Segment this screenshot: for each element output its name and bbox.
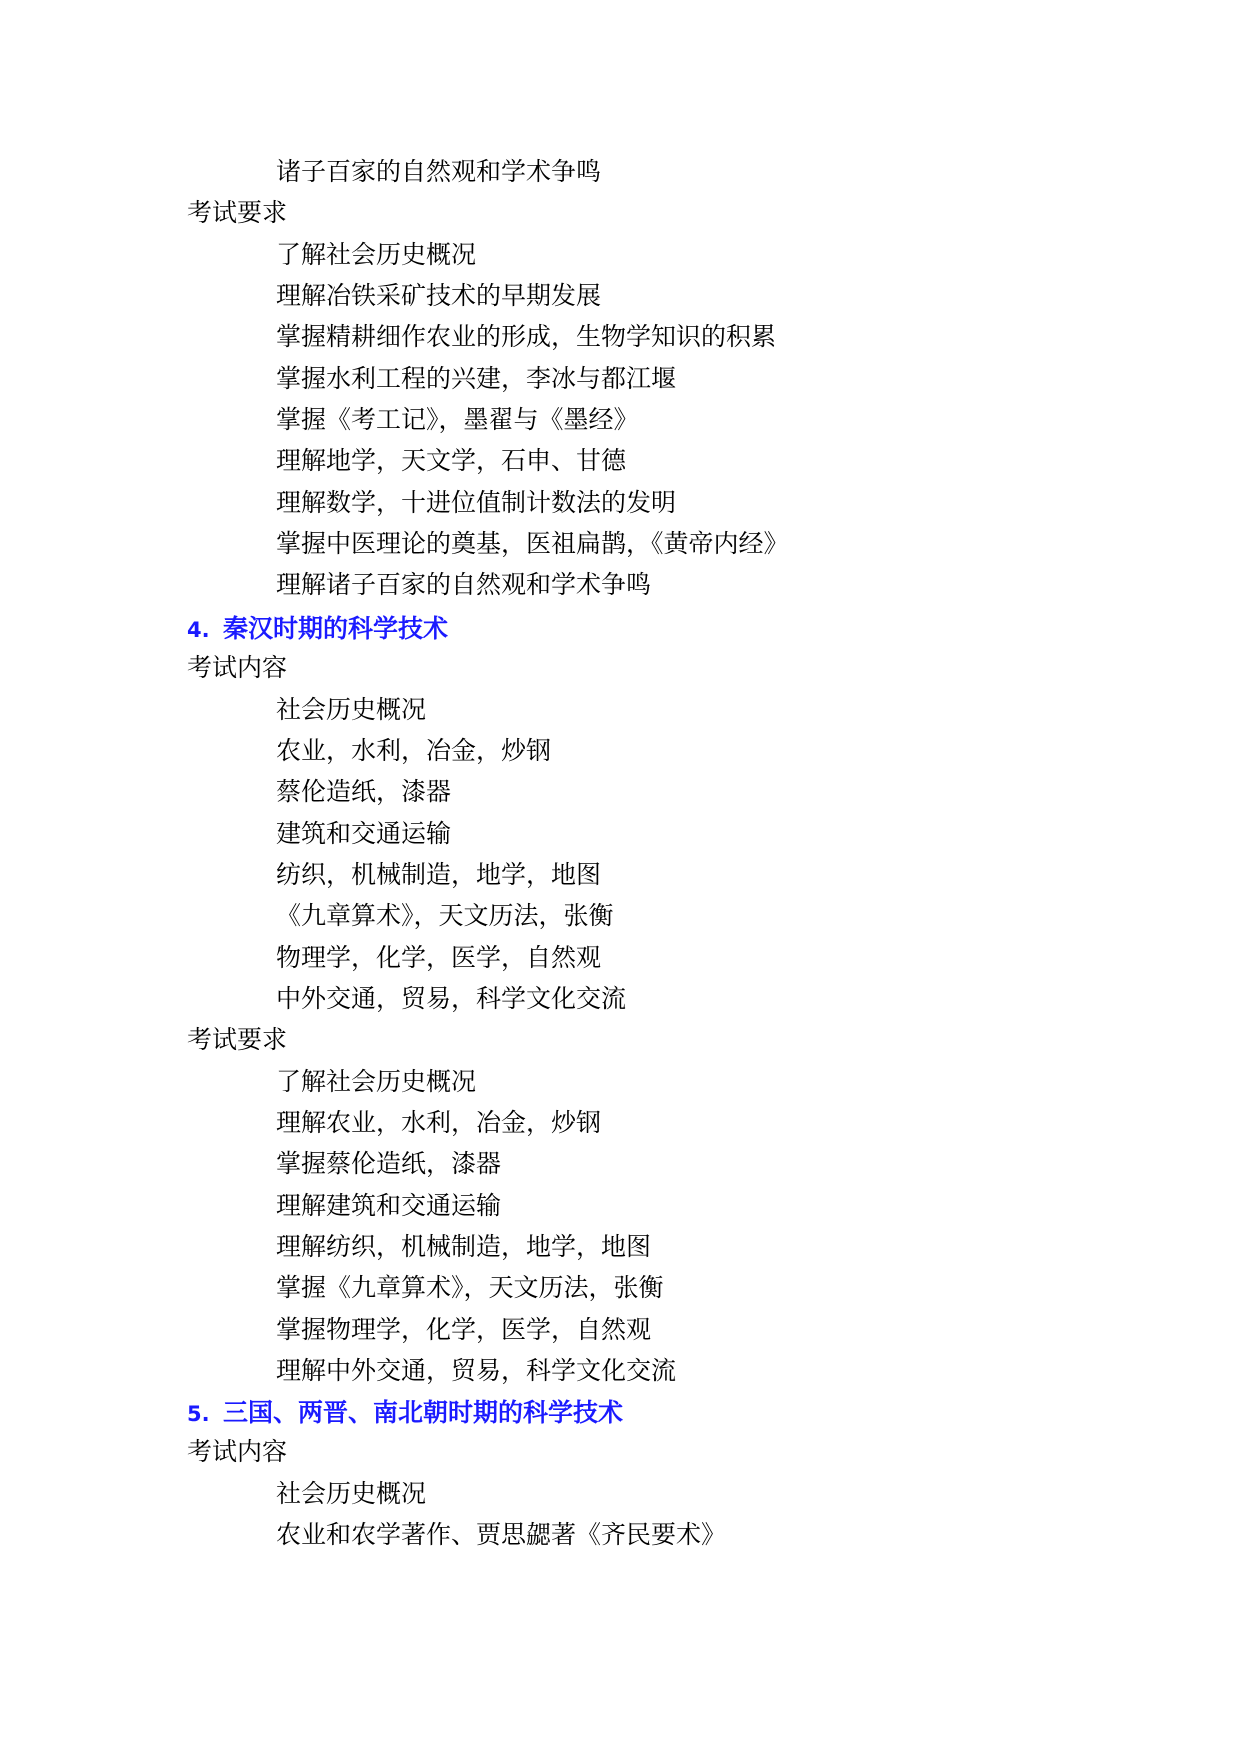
- requirement-item: 理解建筑和交通运输: [276, 1191, 502, 1220]
- requirement-item: 掌握蔡伦造纸，漆器: [276, 1149, 502, 1178]
- content-item: 农业，水利，冶金，炒钢: [276, 736, 552, 765]
- requirement-item: 理解冶铁采矿技术的早期发展: [276, 281, 602, 310]
- content-item: 纺织，机械制造，地学，地图: [276, 860, 602, 889]
- section-number: 4.: [187, 618, 210, 642]
- requirement-item: 掌握《考工记》，墨翟与《墨经》: [276, 405, 639, 434]
- section-label-requirements: 考试要求: [187, 198, 288, 227]
- content-item: 社会历史概况: [276, 695, 427, 724]
- requirement-item: 理解数学，十进位值制计数法的发明: [276, 488, 677, 517]
- content-item: 建筑和交通运输: [276, 819, 452, 848]
- content-item: 《九章算术》，天文历法，张衡: [276, 901, 614, 930]
- requirement-item: 了解社会历史概况: [276, 240, 477, 269]
- section-number: 5.: [187, 1402, 210, 1426]
- content-item: 社会历史概况: [276, 1479, 427, 1508]
- requirement-item: 掌握《九章算术》，天文历法，张衡: [276, 1273, 664, 1302]
- section-title: 三国、两晋、南北朝时期的科学技术: [223, 1398, 624, 1427]
- section-heading: [187, 1397, 623, 1430]
- requirement-item: 掌握水利工程的兴建，李冰与都江堰: [276, 364, 677, 393]
- content-item: 中外交通，贸易，科学文化交流: [276, 984, 627, 1013]
- section-heading: [187, 613, 448, 646]
- section-label-content: 考试内容: [187, 1437, 288, 1466]
- requirement-item: 理解诸子百家的自然观和学术争鸣: [276, 570, 652, 599]
- requirement-item: 掌握精耕细作农业的形成，生物学知识的积累: [276, 322, 777, 351]
- content-item: 物理学，化学，医学，自然观: [276, 943, 602, 972]
- requirement-item: 理解农业，水利，冶金，炒钢: [276, 1108, 602, 1137]
- requirement-item: 理解中外交通，贸易，科学文化交流: [276, 1356, 677, 1385]
- requirement-item: 理解地学，天文学，石申、甘德: [276, 446, 627, 475]
- section-label-requirements: 考试要求: [187, 1025, 288, 1054]
- content-item: 农业和农学著作、贾思勰著《齐民要术》: [276, 1520, 727, 1549]
- section-title: 秦汉时期的科学技术: [223, 614, 449, 643]
- section-label-content: 考试内容: [187, 653, 288, 682]
- content-item: 蔡伦造纸，漆器: [276, 777, 452, 806]
- content-item: 诸子百家的自然观和学术争鸣: [276, 157, 602, 186]
- requirement-item: 掌握中医理论的奠基，医祖扁鹊，《黄帝内经》: [276, 529, 789, 558]
- requirement-item: 掌握物理学，化学，医学，自然观: [276, 1315, 652, 1344]
- requirement-item: 理解纺织，机械制造，地学，地图: [276, 1232, 652, 1261]
- requirement-item: 了解社会历史概况: [276, 1067, 477, 1096]
